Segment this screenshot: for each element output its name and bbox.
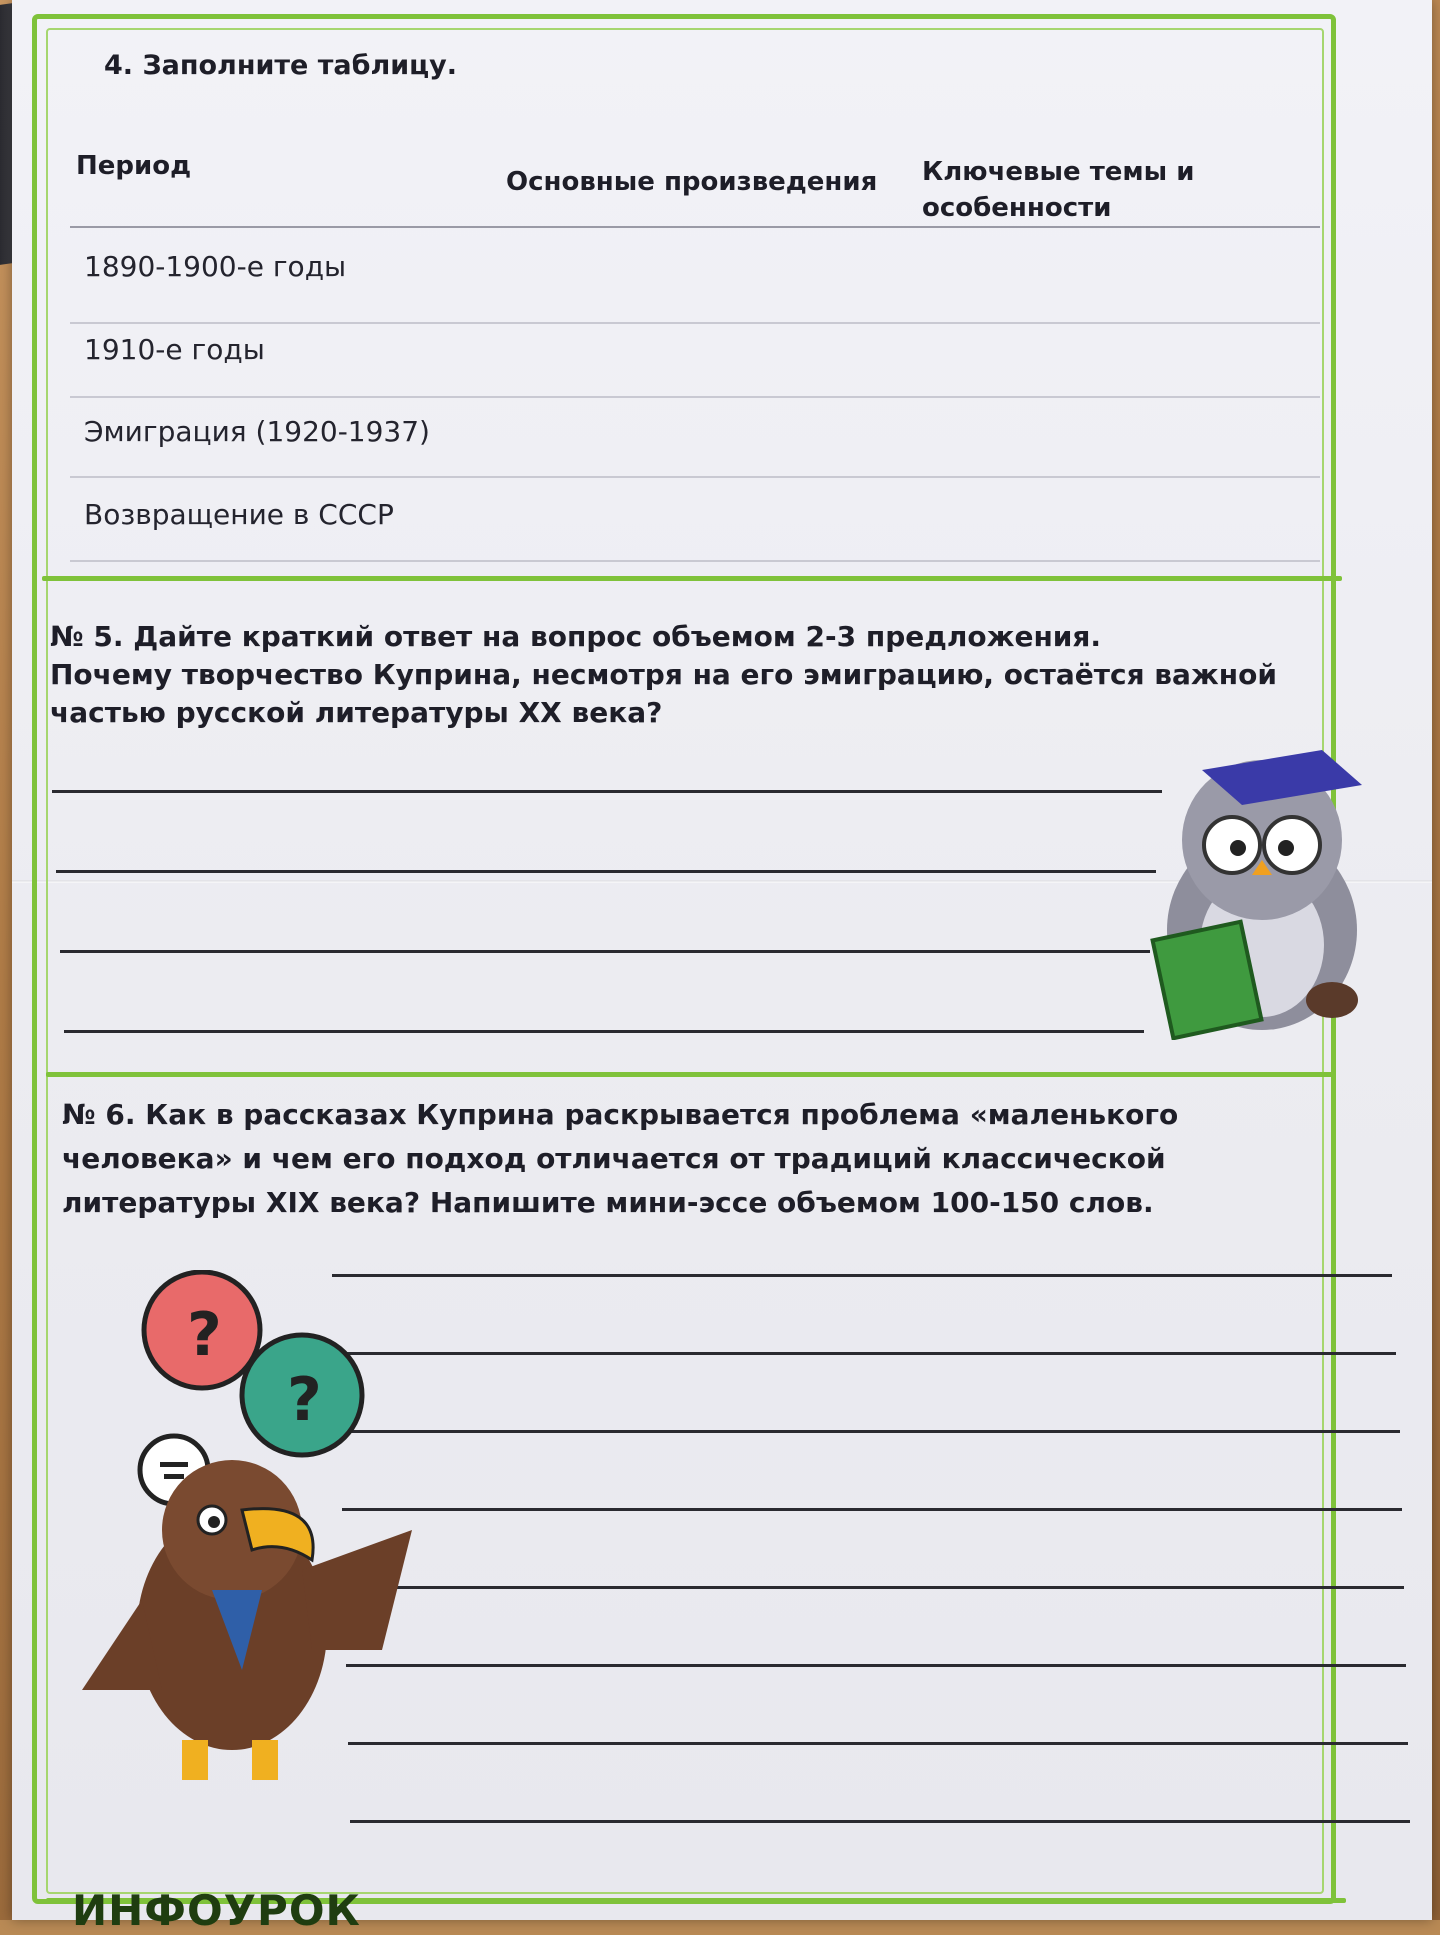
answer-line[interactable] [52,790,1162,793]
table-header-works: Основные произведения [506,167,878,197]
eagle-teacher-illustration [82,1270,422,1810]
essay-line[interactable] [350,1820,1410,1823]
question-mark-icon: ? [187,1300,222,1370]
task5-question-line1: № 5. Дайте краткий ответ на вопрос объемом 2-3 предложения. [50,620,1102,653]
task6-question-line3: литературы XIX века? Напишите мини-эссе объемом 100-150 слов. [62,1186,1154,1219]
table-header-themes: Ключевые темы и особенности [922,157,1195,223]
eagle-leg [252,1740,278,1780]
owl-pupil-left [1230,840,1246,856]
eagle-pupil [208,1516,220,1528]
essay-line[interactable] [344,1586,1404,1589]
table-row-line [70,322,1320,324]
essay-line[interactable] [332,1274,1392,1277]
task5-question-line3: частью русской литературы XX века? [50,696,663,729]
question-mark-icon: ? [287,1365,322,1435]
table-row-period: 1890-1900-е годы [84,250,347,283]
owl-pupil-right [1278,840,1294,856]
owl-foot [1306,982,1358,1018]
essay-line[interactable] [336,1352,1396,1355]
section-divider [42,576,1342,581]
table-row-period: Эмиграция (1920-1937) [84,415,430,448]
essay-line[interactable] [348,1742,1408,1745]
table-row-period: Возвращение в СССР [84,498,394,531]
section-divider [46,1072,1336,1077]
task6-question-line1: № 6. Как в рассказах Куприна раскрывается проблема «маленького [62,1098,1179,1131]
essay-line[interactable] [342,1508,1402,1511]
essay-line[interactable] [346,1664,1406,1667]
answer-line[interactable] [60,950,1150,953]
task6-question-line2: человека» и чем его подход отличается от традиций классической [62,1142,1166,1175]
answer-line[interactable] [64,1030,1144,1033]
table-header-period: Период [76,151,192,181]
owl-reading-book-illustration [1132,730,1392,1040]
worksheet-page [12,0,1432,1935]
table-row-line [70,560,1320,562]
table-row-line [70,396,1320,398]
essay-line[interactable] [340,1430,1400,1433]
task4-title: 4. Заполните таблицу. [104,50,458,81]
eagle-leg [182,1740,208,1780]
table-header-rule [70,226,1320,228]
table-row-line [70,476,1320,478]
task5-question-line2: Почему творчество Куприна, несмотря на его эмиграцию, остаётся важной [50,658,1277,691]
infourok-logo: ИНФОУРОК [72,1886,361,1935]
table-row-period: 1910-е годы [84,333,265,366]
answer-line[interactable] [56,870,1156,873]
green-book-icon [1153,922,1262,1039]
eagle-wing-raised [302,1530,412,1650]
